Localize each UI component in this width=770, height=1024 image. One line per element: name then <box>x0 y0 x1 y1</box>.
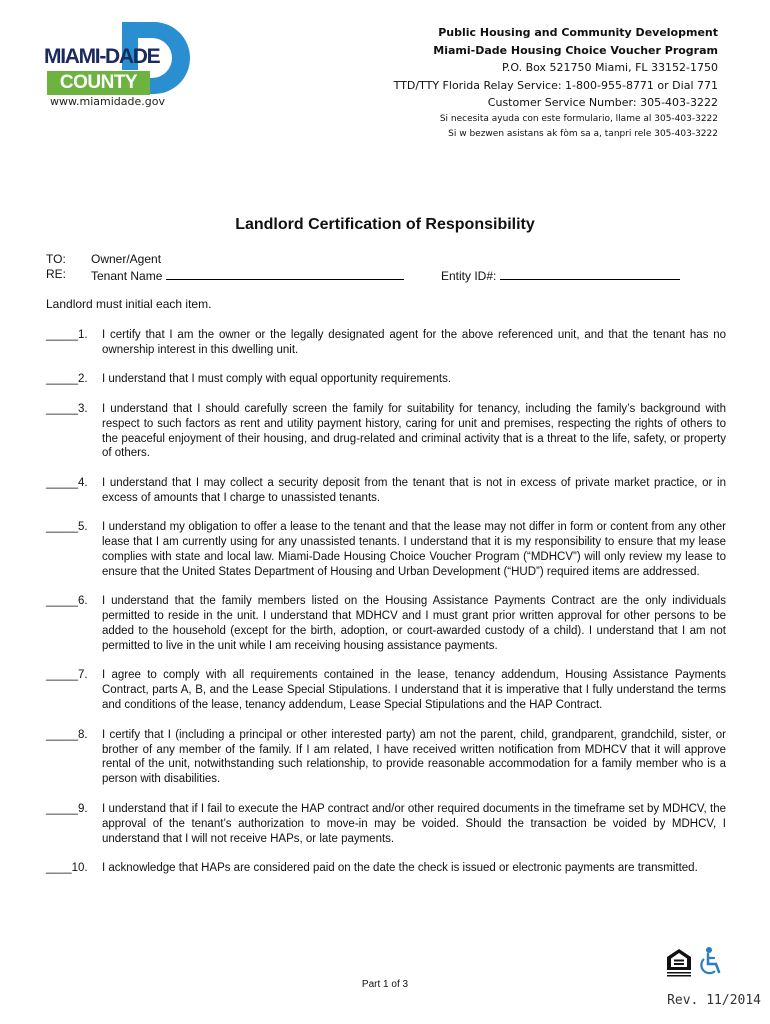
initial-blank[interactable]: _____6. <box>46 595 88 608</box>
item-text: I agree to comply with all requirements contained in the lease, tenancy addendum, Housing Assistance Payments Contract, parts A, B, and the Lease Special Stipulations. I understand that it is imperative that I fully understand the terms and conditions of the lease, tenancy addendum, Lease Special Stipulations and the HAP Contract. <box>102 669 726 712</box>
certification-item <box>46 668 726 713</box>
item-text: I understand that I may collect a security deposit from the tenant that is not in excess of private market practice, or in excess of amounts that I charge to unassisted tenants. <box>102 476 726 504</box>
instruction-text: Landlord must initial each item. <box>46 297 212 311</box>
certification-item <box>46 861 726 876</box>
logo-county-text: COUNTY <box>47 71 150 95</box>
entity-id-label: Entity ID#: <box>441 269 497 283</box>
miami-dade-logo <box>44 22 194 94</box>
initial-blank[interactable]: _____3. <box>46 402 88 415</box>
certification-item <box>46 402 726 462</box>
item-text: I acknowledge that HAPs are considered paid on the date the check is issued or electronic payments are transmitted. <box>102 861 698 874</box>
to-label: TO: <box>46 252 66 266</box>
revision-date: Rev. 11/2014 <box>667 993 761 1008</box>
certification-item <box>46 476 726 506</box>
equal-housing-opportunity-icon <box>666 948 692 978</box>
header-line-4: TTD/TTY Florida Relay Service: 1-800-955-8771 or Dial 771 <box>393 78 718 92</box>
tenant-name-line[interactable] <box>166 267 404 280</box>
initial-blank[interactable]: _____1. <box>46 329 88 341</box>
initial-blank[interactable]: _____9. <box>46 802 88 815</box>
tenant-name-label: Tenant Name <box>91 269 163 283</box>
item-text: I understand my obligation to offer a lease to the tenant and that the lease may not differ in form or content from any other lease that I am currently using for any unassisted tenants. I understand that it is my responsibility to ensure that my lease complies with state and local law. Miami-Dade Housing Choice Voucher Program (“MDHCV”) will only review my lease to ensure that the United States Department of Housing and Urban Development (“HUD”) required items are addressed. <box>102 521 726 578</box>
item-text: I certify that I (including a principal or other interested party) am not the parent, child, grandparent, grandchild, sister, or brother of any member of the family. If I am related, I have received written notification from MDHCV that it will approve rental of the unit, notwithstanding such relationship, to provide reasonable accommodation for a family member who is a person with disabilities. <box>102 728 726 786</box>
initial-blank[interactable]: _____7. <box>46 669 88 682</box>
page-title: Landlord Certification of Responsibility <box>235 216 535 233</box>
certification-item <box>46 728 726 788</box>
header-creole-note: Si w bezwen asistans ak fòm sa a, tanpri rele 305-403-3222 <box>448 128 718 139</box>
certification-item <box>46 802 726 847</box>
header-line-5: Customer Service Number: 305-403-3222 <box>487 96 718 109</box>
to-value: Owner/Agent <box>91 252 162 266</box>
page-number: Part 1 of 3 <box>361 979 409 990</box>
item-text: I understand that the family members listed on the Housing Assistance Payments Contract are the only individuals permitted to reside in the unit. I understand that MDHCV and I must grant prior written approval for other persons to be added to the household (except for the birth, adoption, or court-awarded custody of a child). I understand that I am not permitted to live in the unit while I am receiving housing assistance payments. <box>102 595 726 652</box>
header-line-3: P.O. Box 521750 Miami, FL 33152-1750 <box>501 61 718 74</box>
certification-item <box>46 328 726 358</box>
wheelchair-accessibility-icon <box>697 946 723 978</box>
certification-item <box>46 520 726 580</box>
initial-blank[interactable]: ____10. <box>46 861 88 874</box>
entity-id-line[interactable] <box>500 267 680 280</box>
header-spanish-note: Si necesita ayuda con este formulario, llame al 305-403-3222 <box>439 113 718 124</box>
logo-top-text: MIAMI-DADE <box>44 45 160 68</box>
initial-blank[interactable]: _____2. <box>46 373 88 386</box>
certification-items <box>46 328 726 890</box>
initial-blank[interactable]: _____8. <box>46 728 88 741</box>
initial-blank[interactable]: _____5. <box>46 521 88 534</box>
certification-item <box>46 594 726 654</box>
item-text: I understand that I should carefully screen the family for suitability for tenancy, including the family’s background with respect to such factors as rent and utility payment history, caring for unit and premises, respecting the rights of others to the peaceful enjoyment of their housing, and drug-related and criminal activity that is a threat to the life, safety, or property of others. <box>102 402 726 460</box>
initial-blank[interactable]: _____4. <box>46 476 88 489</box>
re-label: RE: <box>46 267 67 281</box>
header-line-2: Miami-Dade Housing Choice Voucher Program <box>433 43 718 57</box>
certification-item <box>46 372 726 387</box>
item-text: I certify that I am the owner or the legally designated agent for the above referenced unit, and that the tenant has no ownership interest in this dwelling unit. <box>102 329 726 356</box>
website-link[interactable]: www.miamidade.gov <box>50 95 165 108</box>
header-line-1: Public Housing and Community Development <box>438 26 718 39</box>
item-text: I understand that I must comply with equal opportunity requirements. <box>102 373 452 386</box>
agency-header <box>394 24 718 142</box>
entity-id-field[interactable] <box>441 267 680 284</box>
item-text: I understand that if I fail to execute the HAP contract and/or other required documents in the timeframe set by MDHCV, the approval of the tenant’s authorization to move-in may be voided. Should the transaction be voided by MDHCV, I understand that I will not receive HAPs, or late payments. <box>102 802 726 845</box>
tenant-name-field[interactable] <box>91 267 404 284</box>
